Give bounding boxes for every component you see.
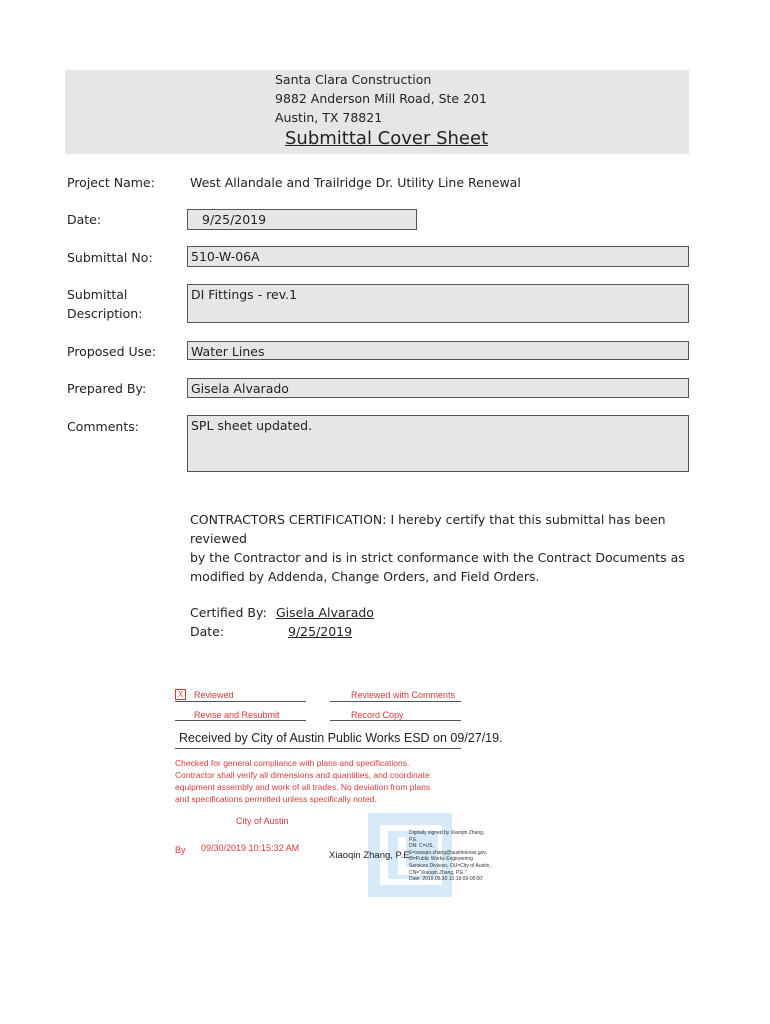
- project-name-label: Project Name:: [67, 175, 155, 190]
- city-label: City of Austin: [236, 816, 289, 826]
- reviewed-with-comments-label: Reviewed with Comments: [351, 690, 456, 700]
- review-timestamp: 09/30/2019 10:15:32 AM: [201, 843, 300, 853]
- signature-detail-line: CN="Xiaoqin Zhang, P.E.": [409, 869, 467, 876]
- signature-detail-line: Date: 2019.09.30 10:16:09-05'00': [409, 876, 483, 883]
- description-label-line1: Submittal: [67, 287, 128, 302]
- comments-label: Comments:: [67, 419, 139, 434]
- review-note-line: Checked for general compliance with plans and specifications.: [175, 758, 410, 768]
- company-address-line1: 9882 Anderson Mill Road, Ste 201: [275, 91, 487, 106]
- company-name: Santa Clara Construction: [275, 72, 432, 87]
- certification-line: modified by Addenda, Change Orders, and Field Orders.: [190, 569, 540, 584]
- review-note: [175, 757, 475, 805]
- certification-date-value: 9/25/2019: [288, 624, 353, 639]
- reviewed-checkbox[interactable]: X: [175, 689, 186, 700]
- signature-detail-line: DN: C=US,: [409, 843, 434, 850]
- project-name-value: West Allandale and Trailridge Dr. Utility Line Renewal: [190, 175, 521, 190]
- signer-name: Xiaoqin Zhang, P.E.: [329, 850, 413, 861]
- submittal-no-field[interactable]: 510-W-06A: [187, 246, 689, 267]
- submittal-no-label: Submittal No:: [67, 250, 153, 265]
- signature-details: [409, 830, 504, 883]
- reviewed-label: Reviewed: [194, 690, 234, 700]
- signature-detail-line: O=Public Works Engineering: [409, 856, 473, 863]
- company-address-line2: Austin, TX 78821: [275, 110, 383, 125]
- certified-by-label: Certified By:: [190, 605, 267, 620]
- signature-detail-line: Digitally signed by Xiaoqin Zhang,: [409, 830, 485, 836]
- revise-and-resubmit-line: [175, 720, 306, 721]
- by-label: By: [175, 845, 186, 855]
- comments-field[interactable]: SPL sheet updated.: [187, 415, 689, 472]
- description-label-line2: Description:: [67, 306, 143, 321]
- signature-detail-line: Services Division, OU=City of Austin,: [409, 862, 491, 869]
- document-title: Submittal Cover Sheet: [285, 128, 489, 149]
- signature-detail-line: E=xiaoqin.zhang@austintexas.gov,: [409, 849, 487, 856]
- record-copy-line: [330, 720, 461, 721]
- certification-line: CONTRACTORS CERTIFICATION: I hereby certify that this submittal has been reviewed: [190, 512, 666, 546]
- proposed-use-label: Proposed Use:: [67, 344, 157, 359]
- description-field[interactable]: DI Fittings - rev.1: [187, 284, 689, 323]
- reviewed-line: [175, 701, 306, 702]
- reviewed-with-comments-line: [330, 701, 461, 702]
- proposed-use-field[interactable]: Water Lines: [187, 341, 689, 360]
- record-copy-label: Record Copy: [351, 710, 404, 720]
- prepared-by-label: Prepared By:: [67, 381, 147, 396]
- prepared-by-field[interactable]: Gisela Alvarado: [187, 378, 689, 398]
- signature-detail-line: P.E.: [409, 836, 418, 843]
- certified-by-value: Gisela Alvarado: [276, 605, 374, 620]
- date-label: Date:: [67, 212, 102, 227]
- review-note-line: equipment assembly and work of all trades. No deviation from plans: [175, 782, 431, 792]
- revise-and-resubmit-label: Revise and Resubmit: [194, 710, 280, 720]
- contractor-certification: [190, 510, 690, 586]
- review-note-line: and specifications permitted unless specifically noted.: [175, 794, 377, 804]
- date-field[interactable]: 9/25/2019: [187, 209, 417, 230]
- received-line: [175, 748, 461, 749]
- review-note-line: Contractor shall verify all dimensions and quantities, and coordinate: [175, 770, 430, 780]
- received-statement: Received by City of Austin Public Works ESD on 09/27/19.: [179, 731, 503, 745]
- certification-date-label: Date:: [190, 624, 225, 639]
- certification-line: by the Contractor and is in strict conformance with the Contract Documents as: [190, 550, 685, 565]
